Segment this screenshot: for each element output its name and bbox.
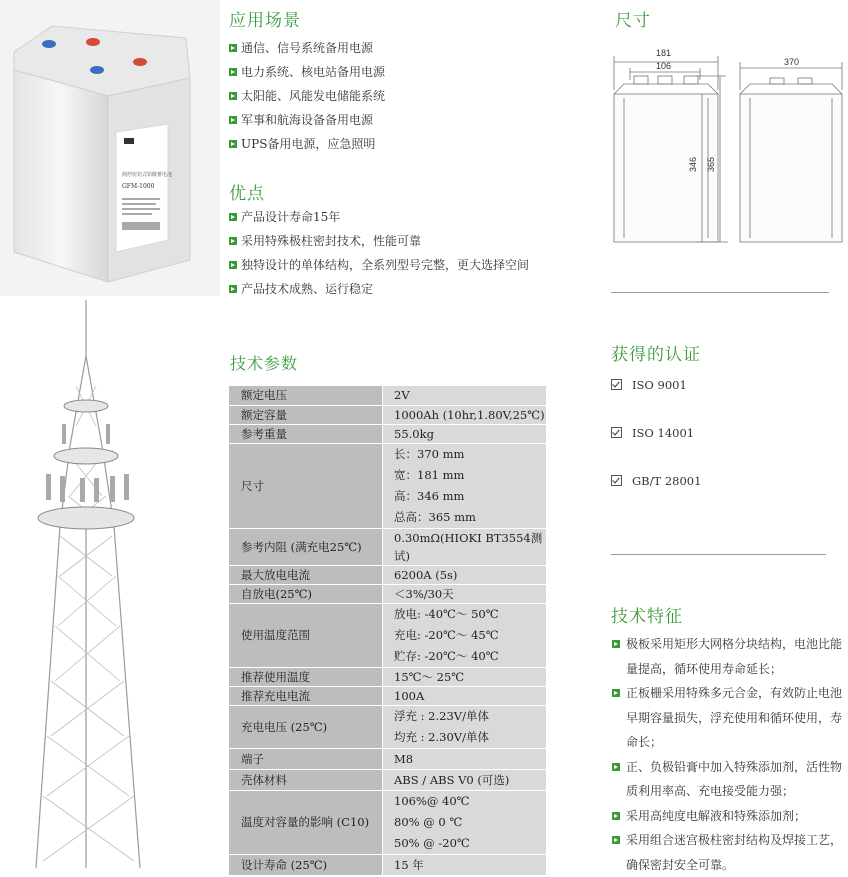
spec-key: 最大放电电流 <box>229 565 383 584</box>
specs-table <box>229 386 546 876</box>
cert-item <box>611 474 701 488</box>
cert-item <box>611 426 694 440</box>
spec-value-line: 15 年 <box>394 857 424 872</box>
spec-row <box>229 603 546 667</box>
telecom-tower-image <box>0 296 215 868</box>
checkbox-icon <box>611 475 622 486</box>
spec-key: 额定容量 <box>229 405 383 424</box>
spec-key: 端子 <box>229 748 383 769</box>
cert-label: ISO 14001 <box>632 426 695 440</box>
spec-key: 推荐使用温度 <box>229 667 383 686</box>
application-item: 通信、信号系统备用电源 <box>229 36 385 60</box>
spec-value <box>383 584 547 603</box>
application-item: 军事和航海设备备用电源 <box>229 108 385 132</box>
spec-value-line: 长：370 mm <box>394 446 465 461</box>
spec-value-line: 0.30mΩ(HIOKI BT3554测试) <box>394 530 543 563</box>
dimensions-title: 尺寸 <box>615 11 651 31</box>
spec-value-line: ＜3%/30天 <box>394 586 454 601</box>
spec-key: 额定电压 <box>229 386 383 405</box>
spec-key: 使用温度范围 <box>229 603 383 667</box>
spec-value-line: 浮充 : 2.23V/单体 <box>394 708 489 723</box>
battery-product-image <box>0 0 220 296</box>
spec-value-line: 贮存: -20℃～ 40℃ <box>394 648 499 663</box>
spec-row <box>229 769 546 790</box>
spec-key: 自放电(25℃) <box>229 584 383 603</box>
feature-item: 正、负极铅膏中加入特殊添加剂，活性物质利用率高、充电接受能力强； <box>612 755 848 804</box>
spec-value-line: 80% @ 0 ℃ <box>394 814 463 829</box>
advantages-title: 优点 <box>229 184 265 204</box>
checkbox-icon <box>611 427 622 438</box>
spec-value <box>383 748 547 769</box>
dim-width-inner: 106 <box>656 61 672 71</box>
dim-length: 370 <box>784 57 800 67</box>
spec-value-line: 106%@ 40℃ <box>394 793 470 808</box>
spec-row <box>229 790 546 854</box>
spec-value-line: 2V <box>394 388 410 403</box>
applications-title: 应用场景 <box>229 11 301 31</box>
cert-label: ISO 9001 <box>632 378 687 392</box>
spec-row <box>229 854 546 875</box>
spec-row <box>229 405 546 424</box>
spec-key: 壳体材料 <box>229 769 383 790</box>
spec-value <box>383 769 547 790</box>
spec-value <box>383 424 547 443</box>
spec-row <box>229 705 546 748</box>
features-title: 技术特征 <box>611 607 683 627</box>
specs-title: 技术参数 <box>230 354 299 373</box>
dim-height: 346 <box>688 156 698 172</box>
spec-value-line: 放电: -40℃～ 50℃ <box>394 606 499 621</box>
feature-item: 采用高纯度电解液和特殊添加剂； <box>612 804 848 829</box>
dim-width-outer: 181 <box>656 48 672 58</box>
divider <box>611 292 829 293</box>
spec-row <box>229 424 546 443</box>
spec-row <box>229 443 546 528</box>
spec-row <box>229 748 546 769</box>
advantage-item: 独特设计的单体结构，全系列型号完整，更大选择空间 <box>229 253 529 277</box>
spec-row <box>229 686 546 705</box>
cert-label: GB/T 28001 <box>632 474 702 488</box>
spec-value-line: 15℃～ 25℃ <box>394 669 465 684</box>
advantage-item: 产品设计寿命15年 <box>229 205 529 229</box>
spec-value <box>383 667 547 686</box>
spec-row <box>229 565 546 584</box>
label-small-text: 阀控密封式铅酸蓄电池 <box>122 172 173 178</box>
spec-value-line: 6200A (5s) <box>394 567 458 582</box>
feature-item: 正板栅采用特殊多元合金，有效防止电池早期容量损失，浮充使用和循环使用，寿命长； <box>612 681 848 755</box>
dimension-drawing <box>600 40 848 250</box>
spec-value-line: 均充 : 2.30V/单体 <box>394 729 489 744</box>
spec-key: 充电电压 (25℃) <box>229 705 383 748</box>
spec-row <box>229 386 546 405</box>
advantage-item: 采用特殊极柱密封技术，性能可靠 <box>229 229 529 253</box>
spec-value-line: 高：346 mm <box>394 488 465 503</box>
spec-value-line: 50% @ -20℃ <box>394 835 470 850</box>
spec-value-line: 充电: -20℃～ 45℃ <box>394 627 499 642</box>
spec-value-line: 100A <box>394 688 425 703</box>
divider <box>611 554 826 555</box>
spec-value <box>383 686 547 705</box>
applications-list <box>229 36 385 156</box>
spec-value-line: 55.0kg <box>394 426 434 441</box>
spec-key: 设计寿命 (25℃) <box>229 854 383 875</box>
checkbox-icon <box>611 379 622 390</box>
spec-value <box>383 405 547 424</box>
spec-value-line: M8 <box>394 751 414 766</box>
spec-key: 温度对容量的影响 (C10) <box>229 790 383 854</box>
certification-title: 获得的认证 <box>611 345 701 365</box>
application-item: 太阳能、风能发电储能系统 <box>229 84 385 108</box>
advantages-list <box>229 205 529 301</box>
advantage-item: 产品技术成熟、运行稳定 <box>229 277 529 301</box>
feature-item: 采用组合迷宫极柱密封结构及焊接工艺，确保密封安全可靠。 <box>612 828 848 877</box>
spec-value <box>383 386 547 405</box>
spec-value-line: 总高：365 mm <box>394 509 476 524</box>
spec-value <box>383 705 547 748</box>
spec-value <box>383 790 547 854</box>
spec-row <box>229 667 546 686</box>
spec-value <box>383 854 547 875</box>
spec-value-line: ABS / ABS V0 (可选) <box>394 772 510 787</box>
cert-item <box>611 378 687 392</box>
spec-value-line: 宽：181 mm <box>394 467 465 482</box>
features-list <box>612 632 848 877</box>
spec-key: 尺寸 <box>229 443 383 528</box>
spec-key: 推荐充电电流 <box>229 686 383 705</box>
spec-value <box>383 603 547 667</box>
feature-item: 极板采用矩形大网格分块结构，电池比能量提高，循环使用寿命延长； <box>612 632 848 681</box>
spec-value <box>383 528 547 565</box>
application-item: 电力系统、核电站备用电源 <box>229 60 385 84</box>
spec-value <box>383 565 547 584</box>
application-item: UPS备用电源，应急照明 <box>229 132 385 156</box>
dim-total-height: 365 <box>706 156 716 172</box>
spec-key: 参考重量 <box>229 424 383 443</box>
spec-row <box>229 584 546 603</box>
spec-value <box>383 443 547 528</box>
spec-row <box>229 528 546 565</box>
spec-value-line: 1000Ah (10hr,1.80V,25℃) <box>394 407 545 422</box>
spec-key: 参考内阻 (满充电25℃) <box>229 528 383 565</box>
label-model-text: GFM-1000 <box>122 183 155 190</box>
